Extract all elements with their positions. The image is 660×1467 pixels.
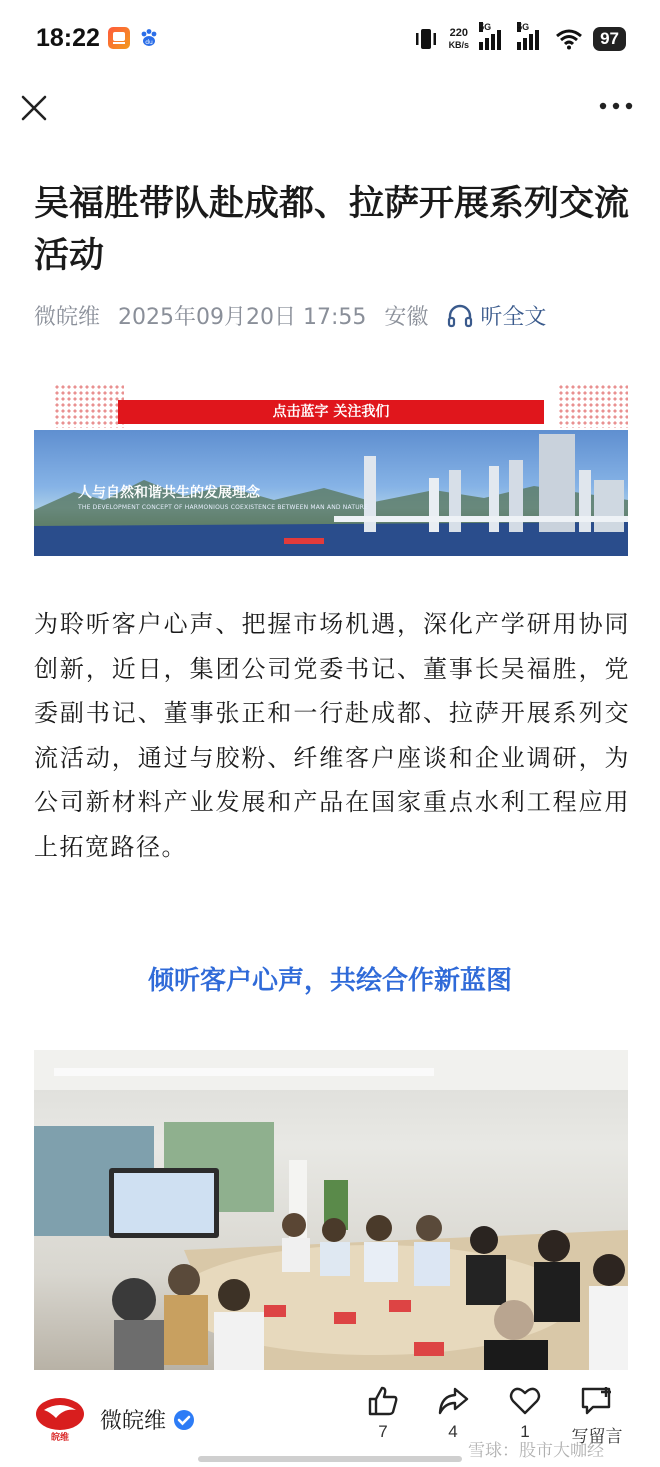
share-count: 4 bbox=[448, 1422, 458, 1441]
banner-dots-right bbox=[558, 384, 628, 428]
network-speed: 220 KB/s bbox=[448, 27, 470, 50]
publish-location: 安徽 bbox=[384, 305, 429, 330]
status-indicators bbox=[413, 24, 626, 54]
author-name-row[interactable] bbox=[100, 1404, 196, 1435]
favorite-button[interactable] bbox=[500, 1384, 550, 1442]
signal-icon: 5G bbox=[479, 28, 507, 50]
svg-text:皖维: 皖维 bbox=[50, 1433, 70, 1442]
share-icon bbox=[436, 1384, 470, 1418]
more-button[interactable] bbox=[598, 96, 634, 116]
share-button[interactable] bbox=[428, 1384, 478, 1442]
signal-icon: 5G bbox=[517, 28, 545, 50]
more-icon bbox=[598, 96, 634, 116]
thumbs-up-icon bbox=[366, 1384, 400, 1418]
article-meta bbox=[34, 300, 546, 331]
watermark: 雪球：股市大咖经 bbox=[468, 1441, 604, 1461]
banner-factory-image bbox=[34, 430, 628, 556]
wifi-icon bbox=[555, 28, 583, 50]
headphones-icon bbox=[446, 303, 474, 329]
favorite-count: 1 bbox=[520, 1422, 530, 1441]
status-bar bbox=[0, 0, 660, 80]
source-name[interactable]: 微皖维 bbox=[34, 305, 101, 330]
listen-label: 听全文 bbox=[480, 305, 547, 330]
author-name: 微皖维 bbox=[100, 1409, 167, 1434]
article-title: 吴福胜带队赴成都、拉萨开展系列交流活动 bbox=[34, 184, 630, 276]
baidu-paw-icon bbox=[138, 27, 160, 49]
heart-icon bbox=[508, 1384, 542, 1418]
app-notification-icon bbox=[108, 27, 130, 49]
banner-slogan: 人与自然和谐共生的发展理念 bbox=[78, 485, 260, 501]
article-banner bbox=[34, 384, 628, 556]
svg-text:du: du bbox=[145, 39, 153, 46]
close-button[interactable] bbox=[18, 92, 50, 124]
bottom-action-bar bbox=[0, 1370, 660, 1467]
listen-button[interactable] bbox=[446, 300, 546, 331]
close-icon bbox=[18, 92, 50, 124]
comment-label: 写留言 bbox=[571, 1427, 623, 1446]
status-time: 18:22 bbox=[36, 24, 100, 52]
section-subheading: 倾听客户心声，共绘合作新蓝图 bbox=[147, 966, 512, 996]
battery-indicator: 97 bbox=[593, 27, 626, 51]
top-nav bbox=[0, 88, 660, 132]
like-count: 7 bbox=[378, 1422, 388, 1441]
banner-follow-cta[interactable]: 点击蓝字 关注我们 bbox=[118, 400, 544, 424]
verified-badge-icon bbox=[172, 1408, 196, 1432]
comment-plus-icon bbox=[579, 1384, 615, 1418]
meeting-photo bbox=[34, 1050, 628, 1370]
like-button[interactable] bbox=[358, 1384, 408, 1442]
publisher-logo[interactable] bbox=[34, 1396, 86, 1442]
article-paragraph: 为聆听客户心声、把握市场机遇，深化产学研用协同创新，近日，集团公司党委书记、董事长吴福胜，党委副书记、董事张正和一行赴成都、拉萨开展系列交流活动，通过与胶粉、纤维客户座谈和企业调研，为公司新材料产业发展和产品在国家重点水利工程应用上拓宽路径。 bbox=[34, 610, 630, 861]
banner-slogan-en: THE DEVELOPMENT CONCEPT OF HARMONIOUS COEXISTENCE BETWEEN MAN AND NATURE bbox=[78, 504, 369, 511]
publish-datetime: 2025年09月20日 17:55 bbox=[118, 305, 367, 330]
home-indicator[interactable] bbox=[198, 1456, 462, 1462]
banner-dots-left bbox=[54, 384, 124, 428]
vibrate-icon bbox=[413, 27, 439, 51]
banner-header bbox=[34, 384, 628, 428]
